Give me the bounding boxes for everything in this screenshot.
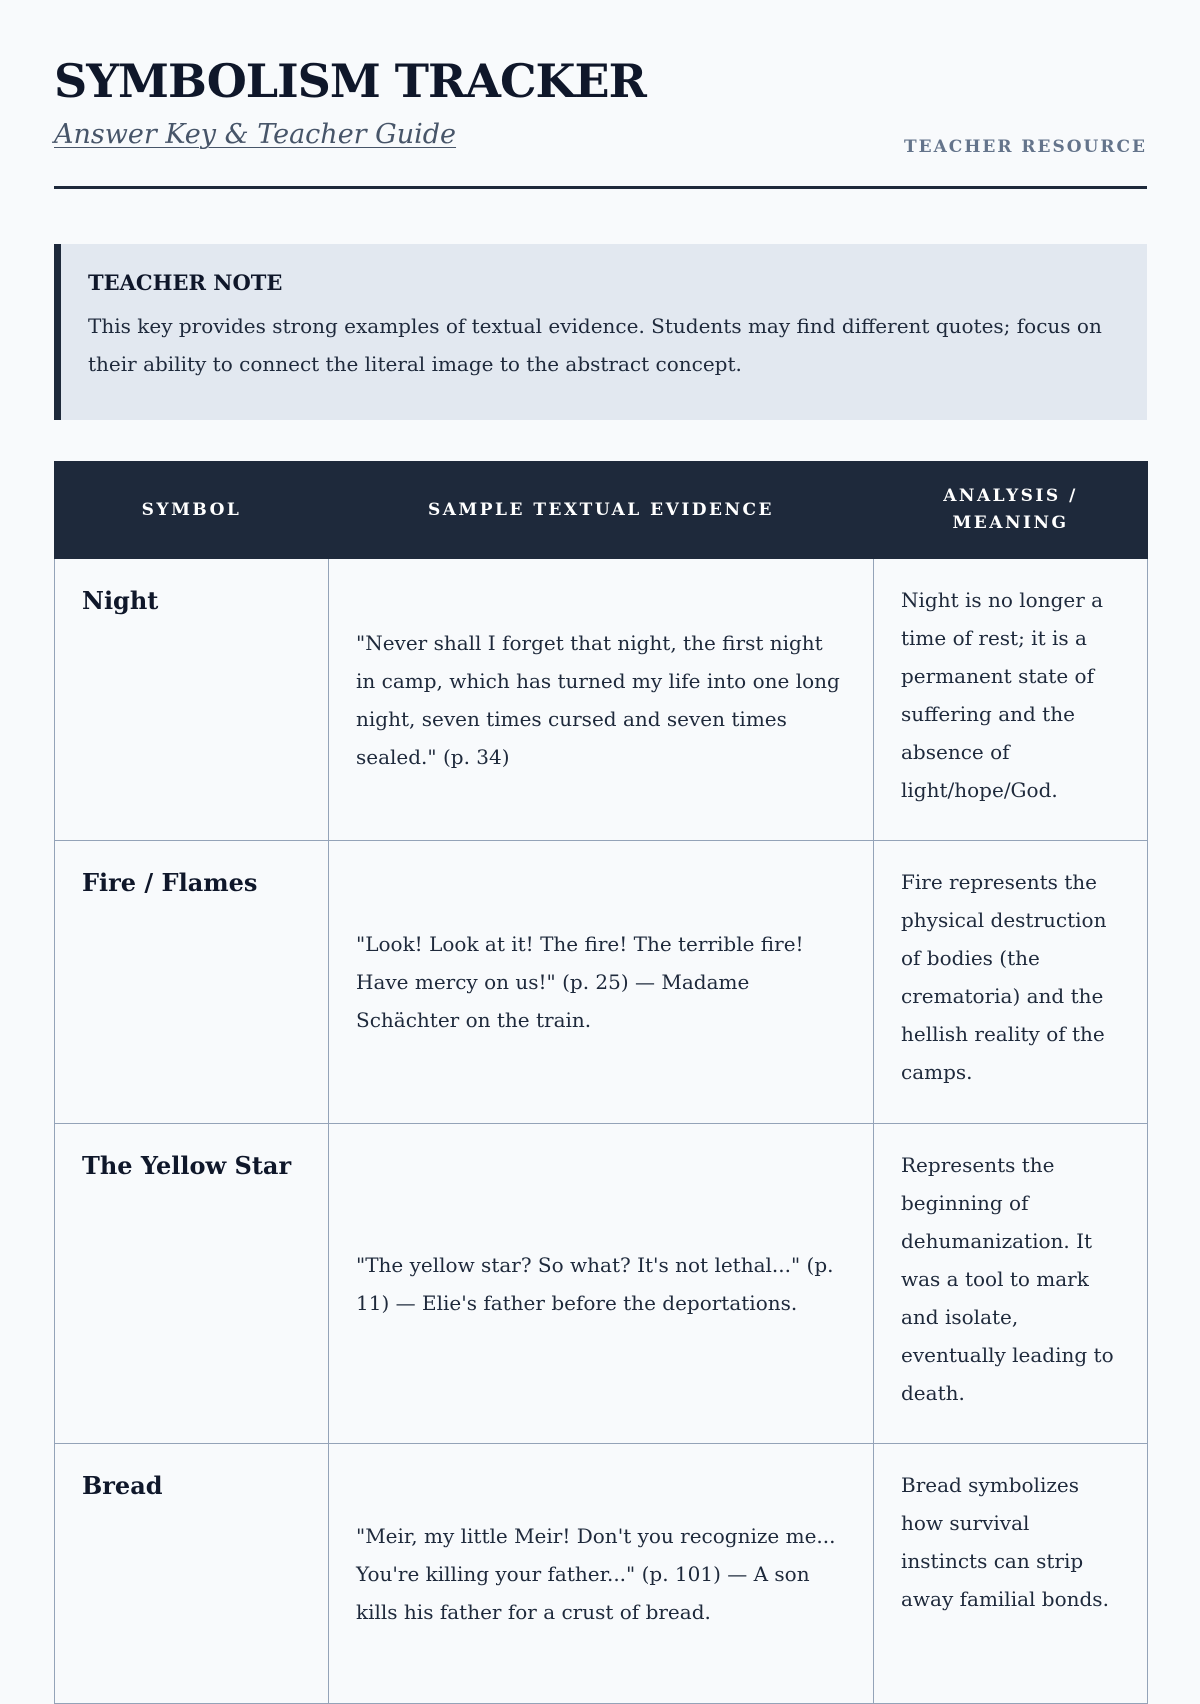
table-row [55,1124,1148,1444]
evidence-cell: "Meir, my little Meir! Don't you recognize me... You're killing your father..." (p. 101) — A son kills his father for a crust of bread. [329,1444,874,1704]
analysis-cell: Bread symbolizes how survival instincts can strip away familial bonds. [874,1444,1148,1704]
table-body [55,559,1148,1704]
column-header-analysis: ANALYSIS / MEANING [874,462,1148,559]
evidence-cell: "Never shall I forget that night, the first night in camp, which has turned my life into one long night, seven times cursed and seven times sealed." (p. 34) [329,559,874,841]
analysis-cell: Represents the beginning of dehumanization. It was a tool to mark and isolate, eventually leading to death. [874,1124,1148,1444]
table-header-row [55,462,1148,559]
evidence-cell: "The yellow star? So what? It's not lethal..." (p. 11) — Elie's father before the deportations. [329,1124,874,1444]
table-row [55,841,1148,1124]
analysis-cell: Night is no longer a time of rest; it is a permanent state of suffering and the absence of light/hope/God. [874,559,1148,841]
document-page [54,0,1147,1624]
symbol-cell: Fire / Flames [55,841,329,1124]
page-subtitle: Answer Key & Teacher Guide [54,119,457,150]
evidence-cell: "Look! Look at it! The fire! The terrible fire! Have mercy on us!" (p. 25) — Madame Schächter on the train. [329,841,874,1124]
header-divider [54,186,1147,189]
teacher-note-heading: TEACHER NOTE [88,270,283,295]
column-header-symbol: SYMBOL [55,462,329,559]
resource-label: TEACHER RESOURCE [903,137,1147,157]
document-header [54,0,1147,190]
table-row [55,1444,1148,1704]
table-header [55,462,1148,559]
teacher-note-body: This key provides strong examples of textual evidence. Students may find different quotes; focus on their ability to connect the literal image to the abstract concept. [88,314,1102,377]
symbol-cell: Bread [55,1444,329,1704]
column-header-evidence: SAMPLE TEXTUAL EVIDENCE [329,462,874,559]
symbolism-table [54,461,1148,1704]
table-row [55,559,1148,841]
analysis-cell: Fire represents the physical destruction of bodies (the crematoria) and the hellish reality of the camps. [874,841,1148,1124]
symbol-cell: Night [55,559,329,841]
page-title: SYMBOLISM TRACKER [54,54,646,108]
symbol-cell: The Yellow Star [55,1124,329,1444]
teacher-note [54,244,1147,420]
